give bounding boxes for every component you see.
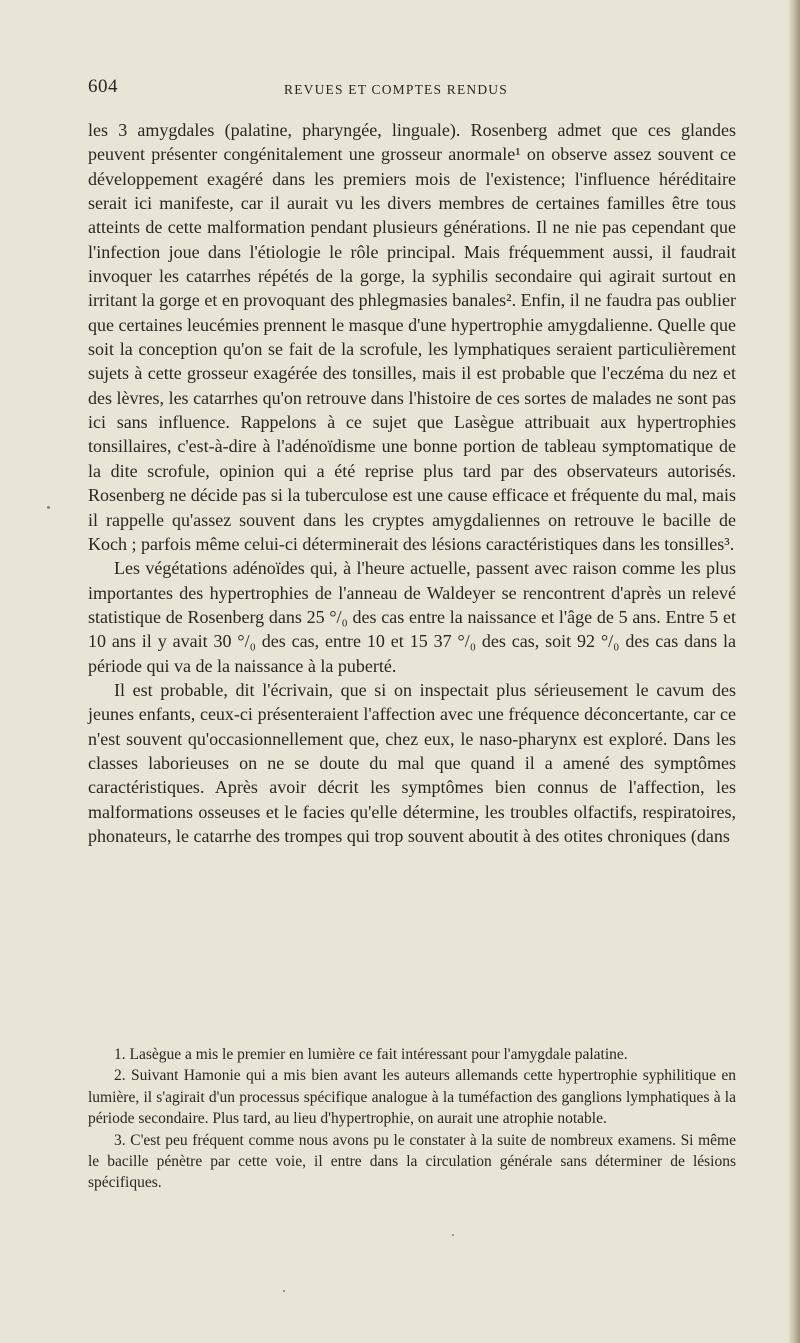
footnote-1: 1. Lasègue a mis le premier en lumière ce fait intéressant pour l'amygdale palatine.: [114, 1046, 628, 1063]
body-paragraph-1: les 3 amygdales (palatine, pharyngée, linguale). Rosenberg admet que ces glandes peuvent présenter congénitalement une grosseur anormale¹ on observe assez souvent ce développement exagéré dans les premiers mois de l'existence; l'influence héréditaire serait ici manifeste, car il aurait vu les divers membres de certaines familles être tous atteints de cette malformation pendant plusieurs générations. Il ne nie pas cependant que l'infection joue dans l'étiologie le rôle principal. Mais fréquemment aussi, il faudrait invoquer les catarrhes répétés de la gorge, la syphilis secondaire qui agirait surtout en irritant la gorge et en provoquant des phlegmasies banales². Enfin, il ne faudra pas oublier que certaines leucémies prennent le masque d'une hypertrophie amygdalienne. Quelle que soit la conception qu'on se fait de la scrofule, les lymphatiques seraient particulièrement sujets à cette grosseur exagérée des tonsilles, mais il est probable que l'eczéma du nez et des lèvres, les catarrhes qu'on retrouve dans l'histoire de ces sortes de malades ne sont pas ici sans influence. Rappelons à ce sujet que Lasègue attribuait aux hypertrophies tonsillaires, c'est-à-dire à l'adénoïdisme une bonne portion de tableau symptomatique de la dite scrofule, opinion qui a été reprise plus tard par des observateurs autorisés. Rosenberg ne décide pas si la tuberculose est une cause efficace et fréquente du mal, mais il rappelle qu'assez souvent dans les cryptes amygdaliennes on retrouve le bacille de Koch ; parfois même celui-ci déterminerait des lésions caractéristiques dans les tonsilles³.: [88, 120, 736, 554]
paper-speck: [283, 1290, 285, 1292]
footnote-3: 3. C'est peu fréquent comme nous avons pu le constater à la suite de nombreux examens. Si même le bacille pénètre par cette voie, il entre dans la circulation générale sans déterminer de lésions spécifiques.: [88, 1131, 736, 1192]
body-paragraph-3: Il est probable, dit l'écrivain, que si on inspectait plus sérieusement le cavum des jeunes enfants, ceux-ci présenteraient l'affection avec une fréquence déconcertante, car ce n'est souvent qu'occasionnellement que, chez eux, le naso-pharynx est exploré. Dans les classes laborieuses on ne se doute du mal que quand il a amené des symptômes caractéristiques. Après avoir décrit les symptômes bien connus de l'affection, les malformations osseuses et le facies qu'elle détermine, les troubles olfactifs, respiratoires, phonateurs, le catarrhe des trompes qui trop souvent aboutit à des otites chroniques (dans: [88, 679, 736, 846]
page-number: 604: [88, 76, 118, 97]
footnote-2: 2. Suivant Hamonie qui a mis bien avant les auteurs allemands cette hypertrophie syphilitique en lumière, il s'agirait d'un processus spécifique analogue à la tuméfaction des ganglions lymphatiques à la période secondaire. Plus tard, au lieu d'hypertrophie, on aurait une atrophie notable.: [88, 1067, 736, 1128]
footnotes: [88, 1044, 736, 1194]
page-edge-shadow: [788, 0, 800, 1343]
paper-speck: [47, 506, 50, 509]
body-text: [88, 118, 736, 848]
running-head: REVUES ET COMPTES RENDUS: [284, 82, 508, 97]
page-header: [88, 76, 733, 100]
paper-speck: [452, 1234, 454, 1236]
body-paragraph-2: Les végétations adénoïdes qui, à l'heure actuelle, passent avec raison comme les plus importantes des hypertrophies de l'anneau de Waldeyer se rencontrent d'après un relevé statistique de Rosenberg dans 25 °/₀ des cas entre la naissance et l'âge de 5 ans. Entre 5 et 10 ans il y avait 30 °/₀ des cas, entre 10 et 15 37 °/₀ des cas, soit 92 °/₀ des cas dans la période qui va de la naissance à la puberté.: [88, 558, 736, 676]
